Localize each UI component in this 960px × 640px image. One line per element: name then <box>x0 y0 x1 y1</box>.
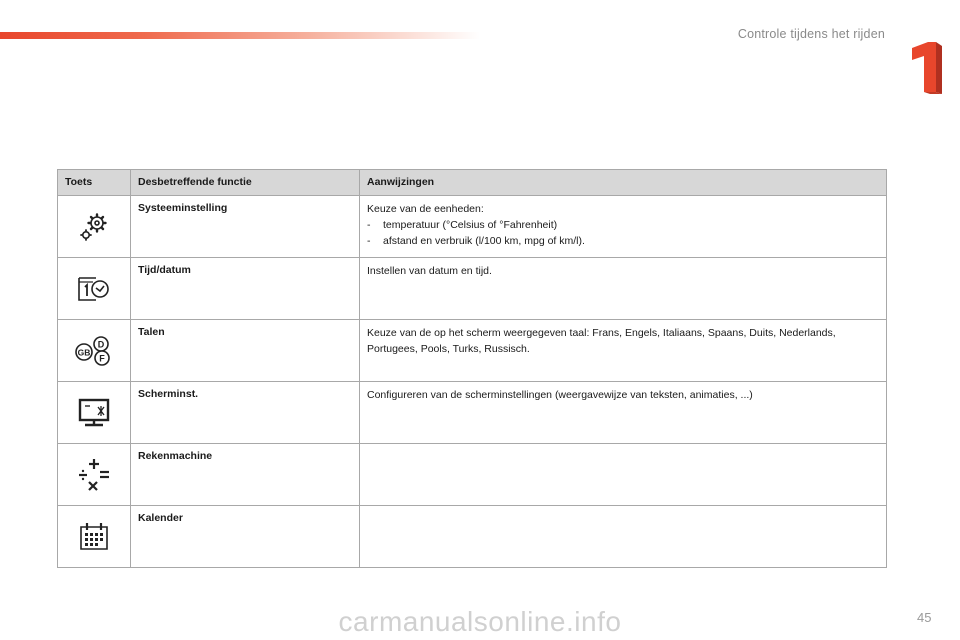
header-accent-bar <box>0 32 480 39</box>
icon-cell <box>58 196 131 258</box>
notes-cell <box>360 196 887 258</box>
svg-text:1: 1 <box>906 40 907 41</box>
notes-cell <box>360 506 887 568</box>
function-table <box>57 169 887 568</box>
notes-cell: Keuze van de op het scherm weergegeven taal: Frans, Engels, Italiaans, Spaans, Duits, Nederlands, Portugees, Pools, Turks, Russisch. <box>360 320 887 382</box>
notes-cell <box>360 444 887 506</box>
notes-cell: Configureren van de scherminstellingen (weergavewijze van teksten, animaties, ...) <box>360 382 887 444</box>
column-header-key: Toets <box>58 170 131 196</box>
function-name: Rekenmachine <box>131 444 360 506</box>
chapter-number <box>906 40 950 94</box>
calculator-icon <box>74 457 114 493</box>
icon-cell <box>58 258 131 320</box>
icon-cell <box>58 444 131 506</box>
icon-cell <box>58 506 131 568</box>
settings-gears-icon <box>77 210 111 244</box>
function-name: Scherminst. <box>131 382 360 444</box>
language-flags-icon <box>73 335 115 367</box>
svg-text:D: D <box>97 339 105 349</box>
svg-text:F: F <box>99 353 105 363</box>
column-header-function: Desbetreffende functie <box>131 170 360 196</box>
notes-intro: Keuze van de eenheden: <box>367 203 484 215</box>
function-name: Talen <box>131 320 360 382</box>
table-row <box>58 320 887 382</box>
table-row <box>58 382 887 444</box>
page-number: 45 <box>917 610 932 625</box>
table-row <box>58 196 887 258</box>
screen-settings-icon <box>76 397 112 429</box>
icon-cell <box>58 320 131 382</box>
function-name: Kalender <box>131 506 360 568</box>
notes-bullet: - afstand en verbruik (l/100 km, mpg of km/l). <box>367 235 585 247</box>
table-row <box>58 444 887 506</box>
table-row <box>58 506 887 568</box>
table-row <box>58 258 887 320</box>
section-title: Controle tijdens het rijden <box>737 27 885 41</box>
watermark: carmanualsonline.info <box>338 606 622 637</box>
calendar-clock-icon <box>76 274 112 304</box>
svg-text:GB: GB <box>77 347 91 357</box>
notes-cell: Instellen van datum en tijd. <box>360 258 887 320</box>
function-name: Tijd/datum <box>131 258 360 320</box>
function-name: Systeeminstelling <box>131 196 360 258</box>
calendar-icon <box>77 521 111 553</box>
column-header-notes: Aanwijzingen <box>360 170 887 196</box>
notes-bullet: - temperatuur (°Celsius of °Fahrenheit) <box>367 219 558 231</box>
icon-cell <box>58 382 131 444</box>
table-header-row <box>58 170 887 196</box>
